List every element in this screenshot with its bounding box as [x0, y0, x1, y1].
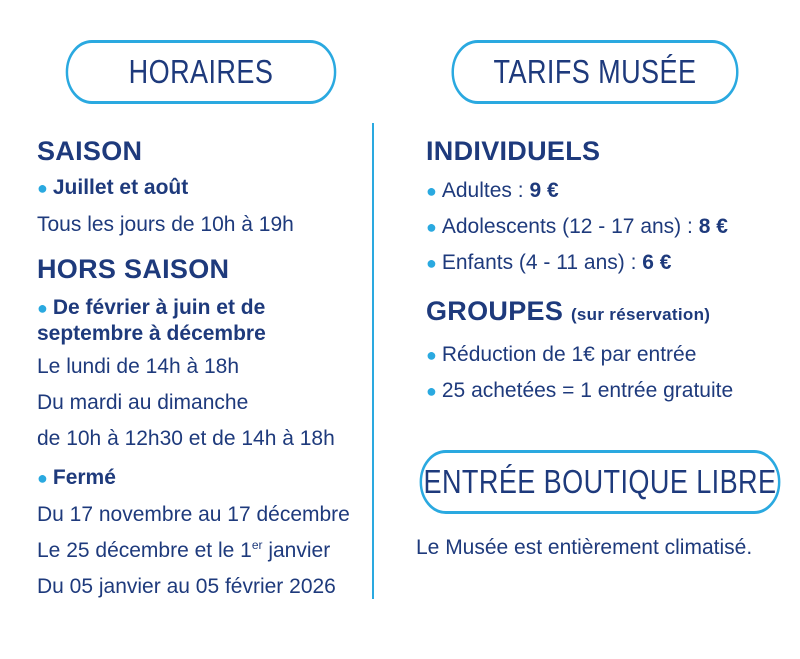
hors-saison-heading: HORS SAISON — [37, 254, 230, 284]
ferme-line-1: Du 17 novembre au 17 décembre — [37, 503, 350, 526]
tarif-enfants: ● Enfants (4 - 11 ans) : 6 € — [426, 251, 672, 274]
horaires-column — [37, 131, 357, 605]
groupe-gratuit: ● 25 achetées = 1 entrée gratuite — [426, 379, 734, 402]
climatisation-note: Le Musée est entièrement climatisé. — [416, 536, 753, 559]
ferme-line-2: Le 25 décembre et le 1er janvier — [37, 538, 331, 562]
groupes-note: (sur réservation) — [570, 305, 711, 324]
hors-saison-line-3: de 10h à 12h30 et de 14h à 18h — [37, 427, 335, 450]
hors-saison-line-1: Le lundi de 14h à 18h — [37, 355, 240, 378]
saison-period: ● Juillet et août — [37, 176, 189, 199]
tarif-adultes: ● Adultes : 9 € — [426, 179, 559, 202]
bullet-icon: ● — [426, 181, 437, 201]
bullet-icon: ● — [426, 217, 437, 237]
hors-saison-line-2: Du mardi au dimanche — [37, 391, 249, 414]
bullet-icon: ● — [37, 468, 48, 488]
bullet-icon: ● — [426, 253, 437, 273]
groupe-reduction: ● Réduction de 1€ par entrée — [426, 343, 697, 366]
tarifs-title: TARIFS MUSÉE — [452, 40, 739, 104]
individuels-heading: INDIVIDUELS — [426, 136, 601, 166]
boutique-title: ENTRÉE BOUTIQUE LIBRE — [420, 450, 781, 514]
tarif-adolescents: ● Adolescents (12 - 17 ans) : 8 € — [426, 215, 728, 238]
bullet-icon: ● — [37, 298, 48, 318]
bullet-icon: ● — [426, 381, 437, 401]
ferme-heading: ● Fermé — [37, 466, 116, 489]
ferme-line-3: Du 05 janvier au 05 février 2026 — [37, 575, 336, 598]
horaires-title: HORAIRES — [66, 40, 337, 104]
saison-heading: SAISON — [37, 136, 143, 166]
tarifs-column — [426, 131, 786, 409]
bullet-icon: ● — [426, 345, 437, 365]
saison-line: Tous les jours de 10h à 19h — [37, 213, 294, 236]
groupes-heading: GROUPES (sur réservation) — [426, 296, 711, 326]
hors-saison-period: ● De février à juin et de septembre à décembre — [37, 296, 266, 345]
bullet-icon: ● — [37, 178, 48, 198]
column-divider — [372, 123, 374, 599]
